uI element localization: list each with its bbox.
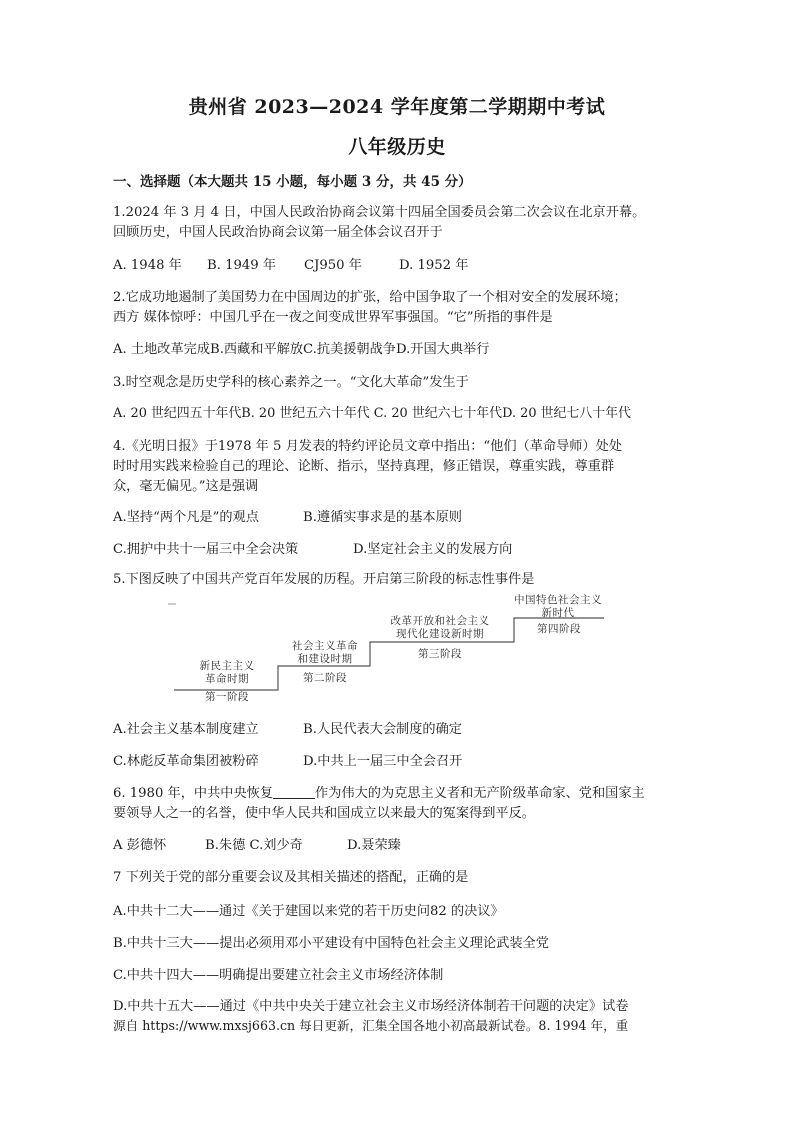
stage-1-era-line1: 新民主主义	[199, 660, 255, 672]
q1-option-d: D. 1952 年	[399, 258, 469, 273]
q4-option-a: A.坚持“两个凡是”的观点	[113, 510, 259, 525]
q5-option-c: C.林彪反革命集团被粉碎	[113, 754, 259, 769]
q7-option-b: B.中共十三大——提出必须用邓小平建设有中国特色社会主义理论武装全党	[113, 936, 549, 951]
party-history-staircase-diagram	[168, 594, 620, 708]
stage-1-era-line2: 革命时期	[205, 673, 249, 685]
q3-options: A. 20 世纪四五十年代B. 20 世纪五六十年代 C. 20 世纪六七十年代D. 20 世纪七八十年代	[113, 406, 631, 421]
stage-4-name: 第四阶段	[537, 623, 581, 635]
q4-options-row2	[113, 540, 512, 560]
q7-option-d: D.中共十五大——通过《中共中央关于建立社会主义市场经济体制若干问题的决定》试卷	[113, 999, 629, 1014]
q5-options-row1	[113, 720, 462, 740]
q2-line2: 西方 媒体惊呼：中国几乎在一夜之间变成世界军事强国。“它”所指的事件是	[113, 310, 553, 325]
q1-option-c: CJ950 年	[304, 258, 362, 273]
stage-1-label	[182, 660, 272, 686]
stage-3-era-line2: 现代化建设新时期	[396, 628, 484, 640]
q4-option-b: B.遵循实事求是的基本原则	[303, 510, 462, 525]
stage-3-era-line1: 改革开放和社会主义	[390, 615, 490, 627]
q7-option-a: A.中共十二大——通过《关于建国以来党的若干历史问82 的决议》	[113, 904, 504, 919]
q6-line2: 要领导人之一的名誉，使中华人民共和国成立以来最大的冤案得到平反。	[113, 806, 535, 821]
q6-option-bc: B.朱德 C.刘少奇	[205, 838, 303, 853]
q3-line1: 3.时空观念是历史学科的核心素养之一。“文化大革命”发生于	[113, 375, 469, 390]
stage-4-era-line1: 中国特色社会主义	[514, 594, 602, 606]
stage-2-era-line2: 和建设时期	[297, 653, 353, 665]
stage-2-label	[280, 640, 370, 666]
q6-answer-blank	[273, 784, 315, 799]
exam-subtitle: 八年级历史	[348, 136, 446, 158]
q6-line1	[113, 784, 703, 804]
q5-line1: 5.下图反映了中国共产党百年发展的历程。开启第三阶段的标志性事件是	[113, 572, 535, 587]
q2-line1: 2.它成功地遏制了美国势力在中国周边的扩张，给中国争取了一个相对安全的发展环境；	[113, 290, 627, 305]
stage-4-label	[498, 594, 618, 620]
exam-title: 贵州省 2023—2024 学年度第二学期期中考试	[188, 96, 606, 118]
q2-options: A. 土地改革完成B.西藏和平解放C.抗美援朝战争D.开国大典举行	[113, 342, 490, 357]
stage-2-era-line1: 社会主义革命	[292, 640, 358, 652]
q5-option-d: D.中共上一届三中全会召开	[303, 754, 463, 769]
q6-option-d: D.聂荣臻	[347, 838, 401, 853]
q4-line3: 众，毫无偏见。”这是强调	[113, 479, 259, 494]
q6-options	[113, 836, 401, 856]
q6-line1-end: 作为伟大的为克思主义者和无产阶级革命家、党和国家主	[315, 786, 645, 801]
q1-option-b: B. 1949 年	[207, 258, 277, 273]
q4-option-c: C.拥护中共十一届三中全会决策	[113, 542, 299, 557]
q4-line1: 4.《光明日报》于1978 年 5 月发表的特约评论员文章中指出：“他们（革命导师）处处	[113, 439, 623, 454]
q6-option-a: A 彭德怀	[113, 838, 167, 853]
q4-line2: 时时用实践来检验自己的理论、论断、指示，坚持真理，修正错误，尊重实践，尊重群	[113, 459, 615, 474]
source-footer: 源自 https://www.mxsj663.cn 每日更新，汇集全国各地小初高最新试卷。8. 1994 年，重	[113, 1018, 629, 1033]
q5-option-b: B.人民代表大会制度的确定	[303, 722, 462, 737]
stage-3-name: 第三阶段	[418, 648, 462, 660]
stage-2-name: 第二阶段	[303, 672, 347, 684]
section-heading: 一、选择题（本大题共 15 小题，每小题 3 分，共 45 分）	[113, 174, 472, 190]
q1-line2: 回顾历史，中国人民政治协商会议第一届全体会议召开于	[113, 225, 443, 240]
q1-option-a: A. 1948 年	[113, 258, 182, 273]
q7-option-c: C.中共十四大——明确提出要建立社会主义市场经济体制	[113, 968, 444, 983]
q5-options-row2	[113, 752, 462, 772]
q1-options	[113, 256, 468, 276]
q7-line1: 7 下列关于党的部分重要会议及其相关描述的搭配，正确的是	[113, 870, 469, 885]
stage-4-era-line2: 新时代	[541, 607, 575, 619]
q4-options-row1	[113, 508, 462, 528]
q4-option-d: D.坚定社会主义的发展方向	[353, 542, 513, 557]
stage-1-name: 第一阶段	[205, 691, 249, 703]
q5-option-a: A.社会主义基本制度建立	[113, 722, 259, 737]
stage-3-label	[370, 615, 510, 641]
q6-line1-start: 6. 1980 年，中共中央恢复	[113, 786, 274, 801]
q1-line1: 1.2024 年 3 月 4 日，中国人民政治协商会议第十四届全国委员会第二次会议在北京开幕。	[113, 205, 646, 220]
